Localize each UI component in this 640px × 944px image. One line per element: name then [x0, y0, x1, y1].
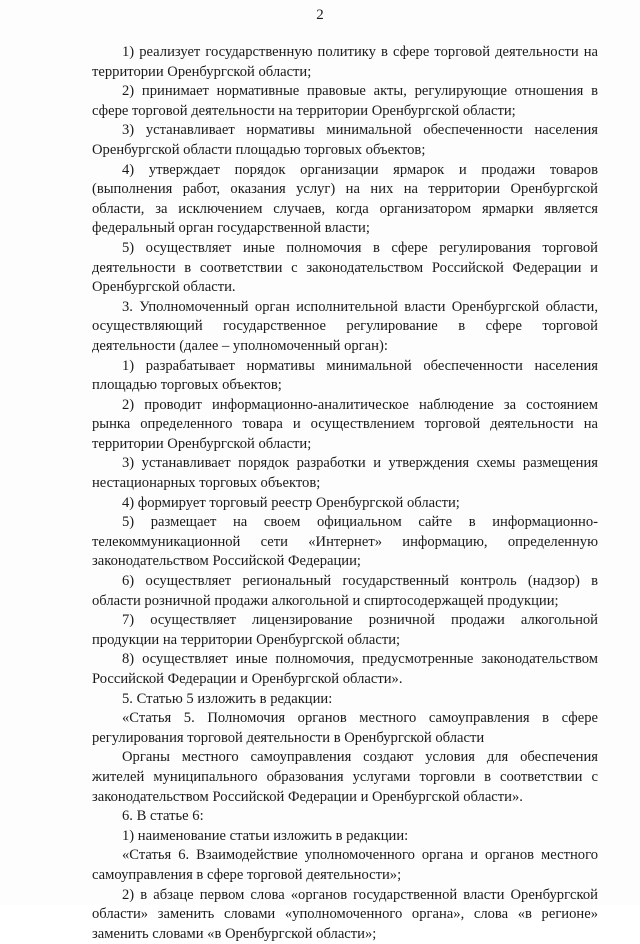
paragraph: 1) реализует государственную политику в сфере торговой деятельности на территории Оренбургской области; — [92, 44, 598, 80]
paragraph: 3. Уполномоченный орган исполнительной власти Оренбургской области, осуществляющий государственное регулирование в сфере торговой деятельности (далее – уполномоченный орган): — [92, 298, 598, 354]
paragraph: 4) формирует торговый реестр Оренбургской области; — [122, 494, 460, 511]
paragraph: Органы местного самоуправления создают условия для обеспечения жителей муниципального образования услугами торговли в соответствии с законодательством Российской Федерации и Оренбургской области». — [92, 749, 598, 805]
paragraph: «Статья 6. Взаимодействие уполномоченного органа и органов местного самоуправления в сфере торговой деятельности»; — [92, 847, 598, 883]
paragraph: 3) устанавливает порядок разработки и утверждения схемы размещения нестационарных торговых объектов; — [92, 455, 598, 492]
paragraph: 5. Статью 5 изложить в редакции: — [122, 690, 333, 707]
paragraph: 8) осуществляет иные полномочия, предусмотренные законодательством Российской Федерации и Оренбургской области». — [92, 651, 598, 687]
page-number: 2 — [316, 7, 324, 23]
paragraph: 2) принимает нормативные правовые акты, регулирующие отношения в сфере торговой деятельности на территории Оренбургской области; — [92, 83, 598, 119]
paragraph: 5) осуществляет иные полномочия в сфере регулирования торговой деятельности в соответствии с законодательством Российской Федерации и Оренбургской области. — [92, 239, 598, 296]
paragraph: 1) наименование статьи изложить в редакции: — [122, 827, 409, 844]
paragraph: 6) осуществляет региональный государственный контроль (надзор) в области розничной продажи алкогольной и спиртосодержащей продукции; — [92, 573, 598, 609]
paragraph: 3) устанавливает нормативы минимальной обеспеченности населения Оренбургской области площадью торговых объектов; — [92, 122, 598, 158]
paragraph: 4) утверждает порядок организации ярмарок и продажи товаров (выполнения работ, оказания услуг) на них на территории Оренбургской области, за исключением случаев, когда организатором ярмарки является федеральный орган государственной власти; — [92, 161, 598, 237]
paragraph: «Статья 5. Полномочия органов местного самоуправления в сфере регулирования торговой деятельности в Оренбургской области — [92, 710, 598, 746]
paragraph: 6. В статье 6: — [122, 808, 204, 825]
document-body — [92, 43, 598, 944]
paragraph: 5) размещает на своем официальном сайте в информационно-телекоммуникационной сети «Интернет» информацию, определенную законодательством Российской Федерации; — [92, 514, 598, 570]
paragraph: 2) проводит информационно-аналитическое наблюдение за состоянием рынка определенного товара и осуществлением торговой деятельности на территории Оренбургской области; — [92, 396, 598, 452]
paragraph: 2) в абзаце первом слова «органов государственной власти Оренбургской области» заменить словами «уполномоченного органа», слова «в регионе» заменить словами «в Оренбургской области»; — [92, 886, 598, 942]
paragraph: 7) осуществляет лицензирование розничной продажи алкогольной продукции на территории Оренбургской области; — [92, 612, 598, 648]
paragraph: 1) разрабатывает нормативы минимальной обеспеченности населения площадью торговых объектов; — [92, 357, 598, 394]
